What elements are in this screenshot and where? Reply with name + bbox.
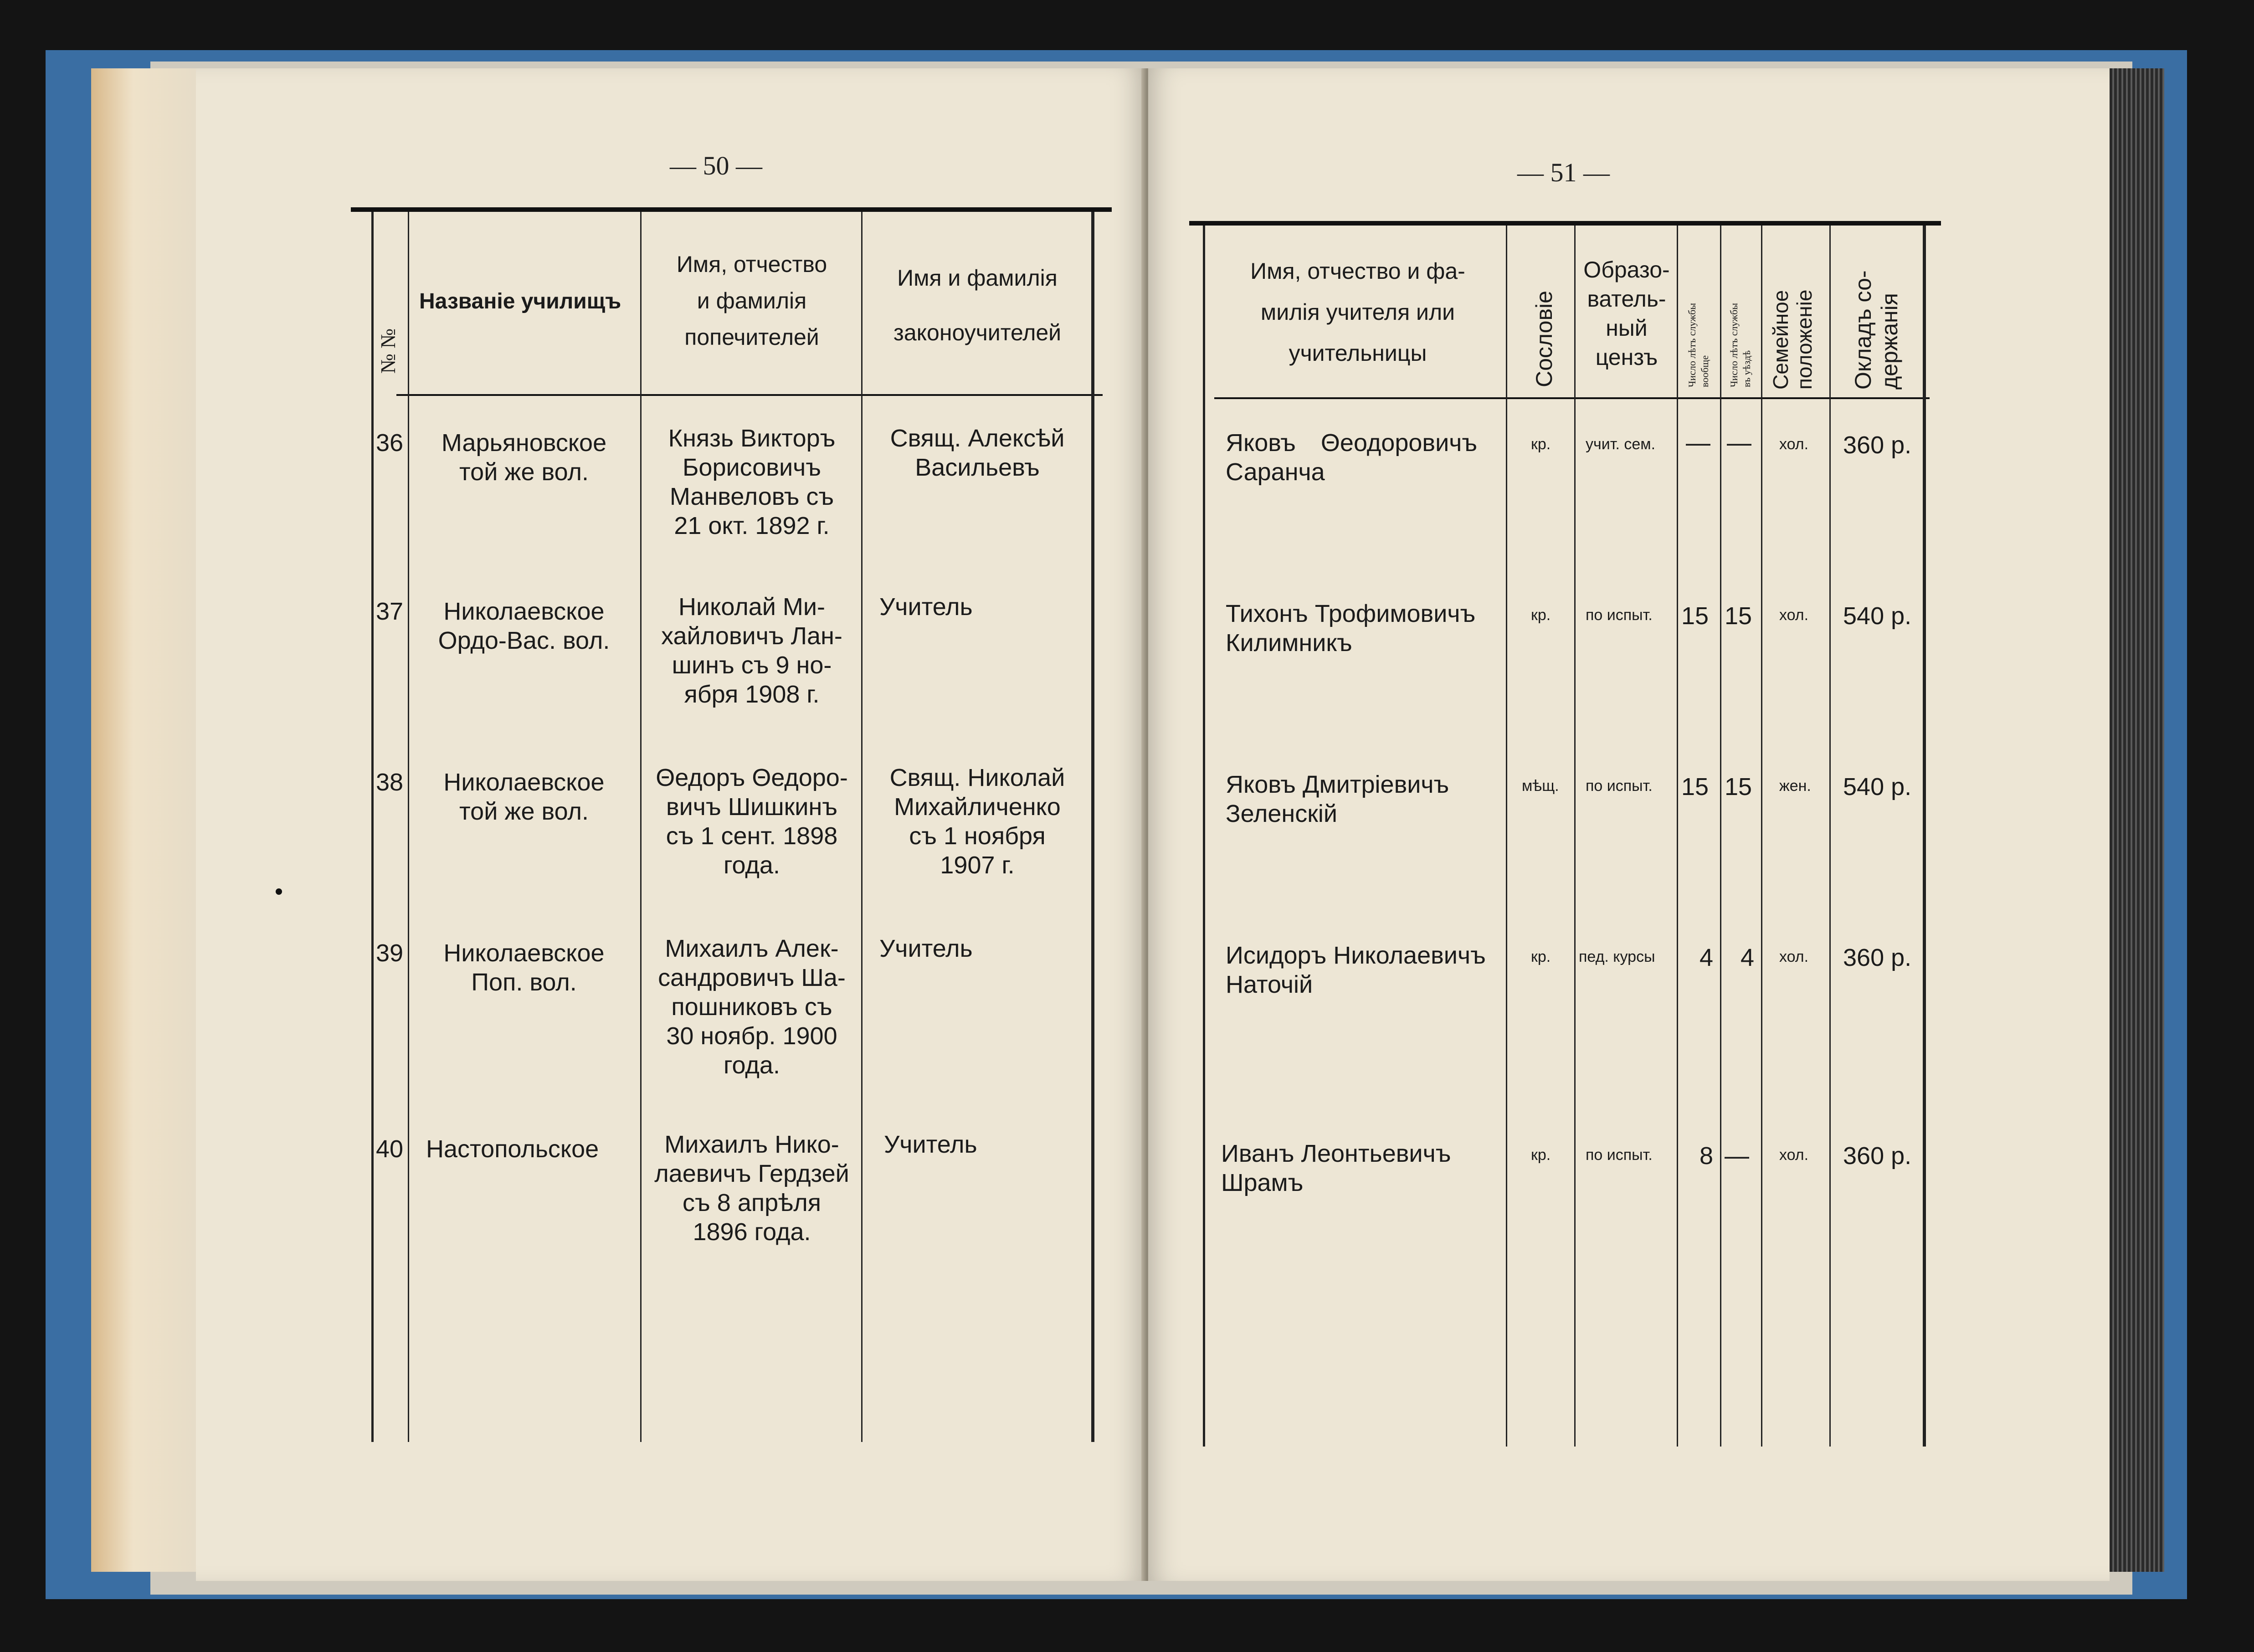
row-num: 39	[376, 939, 404, 967]
row-years-total: 8	[1699, 1142, 1714, 1170]
row-years-total: 15	[1681, 773, 1709, 800]
header-teacher: Имя, отчество и фа- милія учителя или учительницы	[1250, 258, 1465, 366]
row-teacher: Яковъ Θеодоровичъ Саранча	[1226, 429, 1478, 486]
row-priest: Свящ. Николай Михайличенко съ 1 ноября 1907 г.	[889, 764, 1065, 879]
column-divider	[1761, 226, 1762, 1447]
row-salary: 360 р.	[1843, 1142, 1912, 1170]
row-school: Николаевское Поп. вол.	[443, 939, 605, 996]
row-school: Николаевское Ордо-Вас. вол.	[438, 598, 610, 654]
row-estate: кр.	[1531, 1146, 1551, 1164]
right-page	[1148, 68, 2110, 1581]
header-num: № №	[376, 328, 400, 374]
row-years-district: —	[1725, 1142, 1749, 1170]
page-number: — 50 —	[670, 151, 762, 180]
row-teacher: Яковъ Дмитріевичъ Зеленскій	[1226, 771, 1449, 827]
row-salary: 540 р.	[1843, 773, 1912, 800]
row-years-total: 4	[1699, 944, 1714, 971]
column-divider	[1720, 226, 1721, 1447]
header-salary: Окладъ со- держанія	[1850, 270, 1902, 390]
row-salary: 540 р.	[1843, 602, 1912, 630]
column-divider	[861, 212, 863, 1442]
row-school: Николаевское той же вол.	[443, 769, 605, 825]
ink-speck	[276, 888, 282, 895]
column-divider	[1677, 226, 1678, 1447]
row-priest: Учитель	[879, 935, 973, 962]
header-education: Образо- ватель- ный цензъ	[1583, 257, 1670, 370]
row-education: учит. сем.	[1586, 436, 1656, 453]
row-school: Настопольское	[426, 1135, 599, 1163]
row-num: 40	[376, 1135, 404, 1163]
left-page-edges	[91, 68, 196, 1572]
row-family: хол.	[1779, 948, 1809, 965]
row-teacher: Иванъ Леонтьевичъ Шрамъ	[1221, 1140, 1451, 1196]
row-education: по испыт.	[1586, 606, 1653, 624]
row-teacher: Тихонъ Трофимовичъ Килимникъ	[1226, 600, 1476, 657]
column-divider	[1829, 226, 1831, 1447]
row-trustee: Михаилъ Алек- сандровичъ Ша- пошниковъ съ 30 ноябр. 1900 года.	[658, 935, 846, 1079]
header-years-district: Число лѣтъ службы въ уѣздѣ	[1728, 303, 1752, 387]
row-years-district: —	[1727, 429, 1751, 457]
row-years-district: 4	[1741, 944, 1755, 971]
table-right-border	[1091, 212, 1094, 1442]
column-divider	[1506, 226, 1507, 1447]
row-teacher: Исидоръ Николаевичъ Наточій	[1226, 942, 1486, 998]
row-estate: кр.	[1531, 948, 1551, 965]
left-page	[196, 68, 1144, 1581]
row-trustee: Михаилъ Нико- лаевичъ Гердзей съ 8 апрѣля 1896 года.	[654, 1131, 849, 1246]
column-divider	[408, 212, 409, 1442]
row-trustee: Князь Викторъ Борисовичъ Манвеловъ съ 21 окт. 1892 г.	[668, 425, 836, 539]
row-estate: кр.	[1531, 606, 1551, 624]
row-years-total: 15	[1681, 602, 1709, 630]
row-priest: Учитель	[879, 593, 973, 621]
header-estate: Сословіе	[1531, 291, 1557, 387]
row-family: хол.	[1779, 436, 1809, 453]
row-num: 36	[376, 429, 404, 457]
row-years-district: 15	[1725, 602, 1752, 630]
table-left-border	[1203, 226, 1205, 1447]
header-rule	[1214, 397, 1930, 399]
column-divider	[640, 212, 642, 1442]
row-education: пед. курсы	[1579, 948, 1655, 965]
header-years-total: Число лѣтъ службы вообще	[1686, 303, 1710, 387]
header-rule	[396, 394, 1103, 396]
row-salary: 360 р.	[1843, 944, 1912, 971]
row-priest: Свящ. Алексѣй Васильевъ	[890, 425, 1065, 481]
right-page-edges	[2110, 68, 2164, 1572]
row-estate: мѣщ.	[1522, 777, 1559, 795]
row-estate: кр.	[1531, 436, 1551, 453]
table-right-border	[1923, 226, 1926, 1447]
row-priest: Учитель	[884, 1131, 977, 1158]
row-num: 37	[376, 598, 404, 625]
table-left-border	[371, 212, 374, 1442]
row-education: по испыт.	[1586, 777, 1653, 795]
row-family: хол.	[1779, 1146, 1809, 1164]
table-top-rule	[351, 207, 1112, 212]
row-education: по испыт.	[1586, 1146, 1653, 1164]
row-family: хол.	[1779, 606, 1809, 624]
row-family: жен.	[1779, 777, 1811, 795]
page-number: — 51 —	[1517, 158, 1610, 187]
row-years-district: 15	[1725, 773, 1752, 800]
row-trustee: Θедоръ Θедоро- вичъ Шишкинъ съ 1 сент. 1898 года.	[656, 764, 848, 879]
row-trustee: Николай Ми- хайловичъ Лан- шинъ съ 9 но- ября 1908 г.	[661, 593, 842, 708]
header-priest: Имя и фамилія законоучителей	[893, 265, 1062, 345]
row-salary: 360 р.	[1843, 431, 1912, 459]
row-school: Марьяновское той же вол.	[441, 429, 607, 486]
header-trustee: Имя, отчество и фамилія попечителей	[676, 251, 827, 350]
column-divider	[1574, 226, 1576, 1447]
header-family: Семейное положеніе	[1769, 289, 1816, 390]
row-years-total: —	[1686, 429, 1710, 457]
table-top-rule	[1189, 221, 1941, 226]
header-school: Названіе училищъ	[419, 289, 621, 313]
row-num: 38	[376, 769, 404, 796]
